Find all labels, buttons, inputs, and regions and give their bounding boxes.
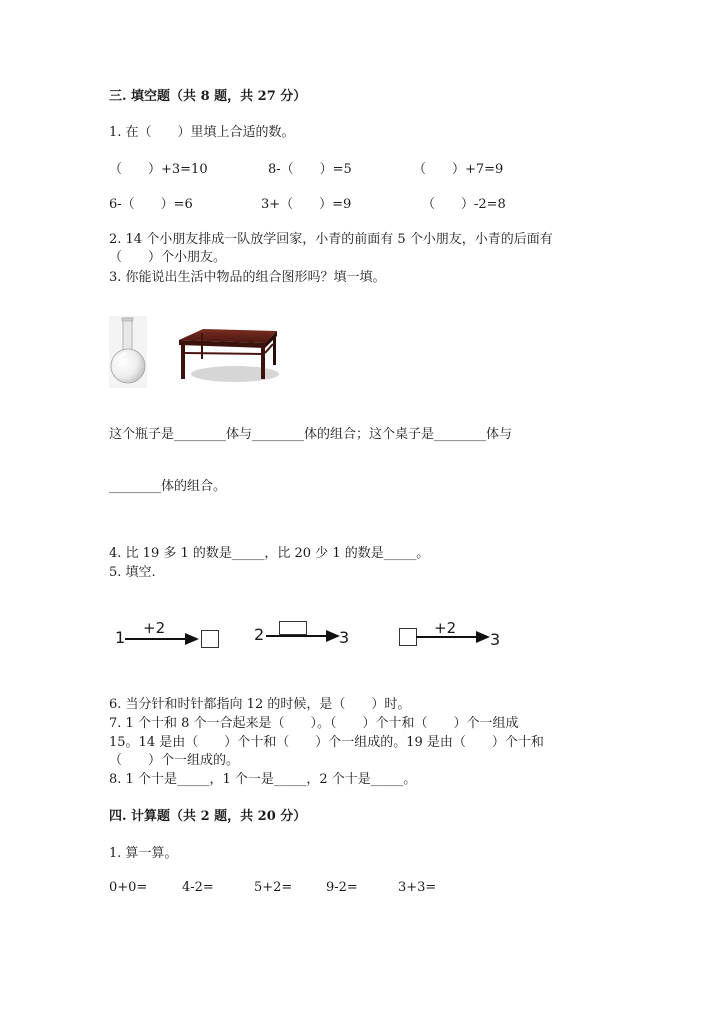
- q1-row1-item-1: （ ）+3=10: [109, 162, 208, 177]
- q6-text: 6. 当分针和时针都指向 12 的时候，是（ ）时。: [109, 697, 411, 712]
- table-image: [175, 323, 281, 382]
- s4-q1-item-1: 0+0=: [109, 880, 148, 895]
- q2-line-2: （ ）个小朋友。: [109, 250, 227, 265]
- s4-q1-item-2: 4-2=: [182, 880, 214, 895]
- q1-row1-item-3: （ ）+7=9: [413, 162, 504, 177]
- s4-q1-item-3: 5+2=: [254, 880, 293, 895]
- flask-image: [109, 316, 147, 388]
- q5-prompt: 5. 填空.: [109, 565, 156, 580]
- arrow1-operation: +2: [143, 619, 166, 637]
- q1-row2-item-2: 3+（ ）=9: [261, 197, 352, 212]
- arrow1-start-number: 1: [115, 628, 126, 647]
- arrow3-arrow: [416, 628, 492, 646]
- arrow1-answer-box: [201, 630, 219, 648]
- s4-q1-item-5: 3+3=: [398, 880, 437, 895]
- q3-answer-line-1: 这个瓶子是________体与________体的组合；这个桌子是________体与: [109, 427, 513, 442]
- arrow3-operation: +2: [434, 619, 457, 637]
- arrow2-arrow: [266, 627, 342, 645]
- arrow3-start-box: [399, 628, 417, 646]
- q1-row2-item-1: 6-（ ）=6: [109, 197, 193, 212]
- q4-text: 4. 比 19 多 1 的数是_____，比 20 少 1 的数是_____。: [109, 546, 430, 561]
- q2-line-1: 2. 14 个小朋友排成一队放学回家，小青的前面有 5 个小朋友，小青的后面有: [109, 232, 553, 247]
- arrow3-end-number: 3: [490, 630, 501, 649]
- q7-line-1: 7. 1 个十和 8 个一合起来是（ ）。（ ）个十和（ ）个一组成: [109, 716, 519, 731]
- q1-row2-item-3: （ ）-2=8: [422, 197, 506, 212]
- s4-q1-prompt: 1. 算一算。: [109, 846, 178, 861]
- q7-line-3: （ ）个一组成的。: [109, 753, 240, 768]
- q7-line-2: 15。14 是由（ ）个十和（ ）个一组成的。19 是由（ ）个十和: [109, 735, 544, 750]
- s4-q1-item-4: 9-2=: [326, 880, 358, 895]
- section-4-title: 四. 计算题（共 2 题，共 20 分）: [109, 809, 307, 824]
- arrow2-start-number: 2: [254, 625, 265, 644]
- q1-prompt: 1. 在（ ）里填上合适的数。: [109, 125, 295, 140]
- q3-prompt: 3. 你能说出生活中物品的组合图形吗？填一填。: [109, 270, 386, 285]
- q3-answer-line-2: ________体的组合。: [109, 479, 227, 494]
- q1-row1-item-2: 8-（ ）=5: [268, 162, 352, 177]
- arrow2-end-number: 3: [339, 628, 350, 647]
- section-3-title: 三. 填空题（共 8 题，共 27 分）: [109, 89, 307, 104]
- arrow1-arrow: [125, 630, 201, 648]
- q8-text: 8. 1 个十是_____，1 个一是_____，2 个十是_____。: [109, 772, 417, 787]
